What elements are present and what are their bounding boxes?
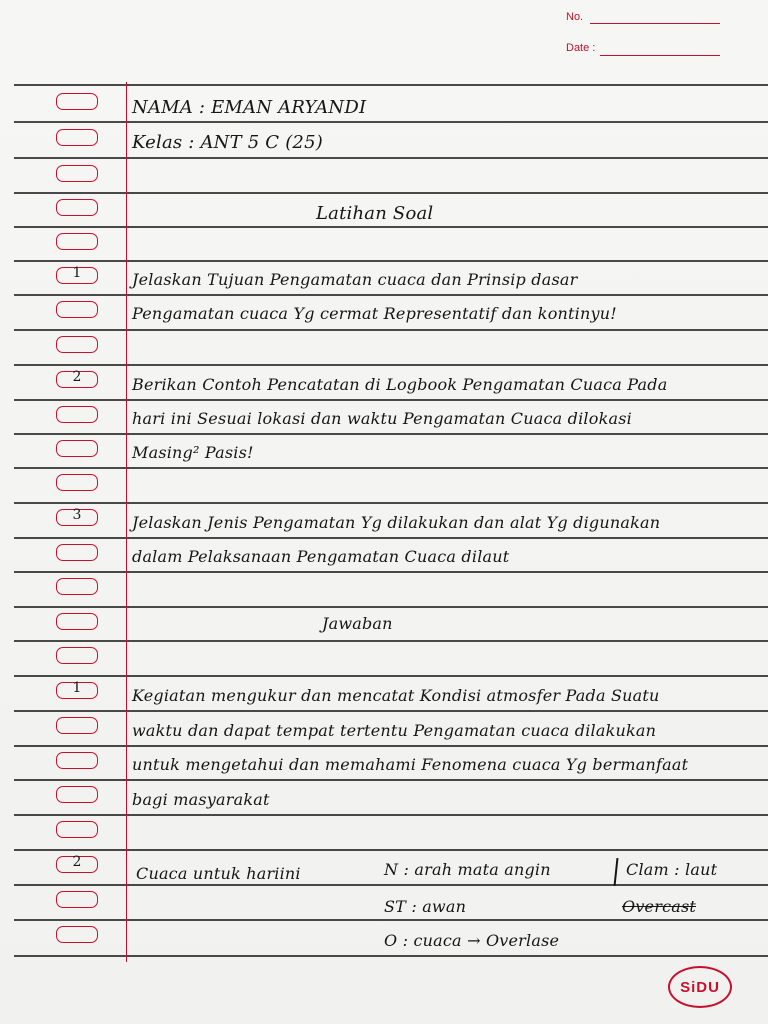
answer-1-line-1: Kegiatan mengukur dan mencatat Kondisi atmosfer Pada Suatu bbox=[132, 686, 660, 705]
question-2-line-1: Berikan Contoh Pencatatan di Logbook Pengamatan Cuaca Pada bbox=[132, 375, 668, 394]
student-name: NAMA : EMAN ARYANDI bbox=[132, 97, 367, 118]
answer-2-o-line: O : cuaca → Overlase bbox=[384, 931, 560, 950]
question-3-line-1: Jelaskan Jenis Pengamatan Yg dilakukan dan alat Yg digunakan bbox=[132, 513, 661, 532]
answer-1-number: 1 bbox=[72, 680, 82, 696]
answer-2-intro: Cuaca untuk hariini bbox=[136, 864, 301, 883]
question-2-number: 2 bbox=[72, 369, 82, 385]
question-1-number: 1 bbox=[72, 265, 82, 281]
answer-1-line-2: waktu dan dapat tempat tertentu Pengamatan cuaca dilakukan bbox=[132, 721, 657, 740]
question-2-line-3: Masing² Pasis! bbox=[132, 443, 254, 462]
question-2-line-2: hari ini Sesuai lokasi dan waktu Pengamatan Cuaca dilokasi bbox=[132, 409, 632, 428]
question-3-number: 3 bbox=[72, 507, 82, 523]
answer-2-number: 2 bbox=[72, 854, 82, 870]
question-1-line-1: Jelaskan Tujuan Pengamatan cuaca dan Prinsip dasar bbox=[132, 270, 578, 289]
column-divider bbox=[614, 858, 619, 886]
answer-2-clam-line: Clam : laut bbox=[626, 860, 718, 879]
answer-1-line-4: bagi masyarakat bbox=[132, 790, 270, 809]
page-title: Latihan Soal bbox=[316, 203, 434, 224]
no-label: No. bbox=[566, 11, 584, 23]
answers-title: Jawaban bbox=[322, 614, 393, 633]
answer-1-line-3: untuk mengetahui dan memahami Fenomena cuaca Yg bermanfaat bbox=[132, 755, 689, 774]
question-3-line-2: dalam Pelaksanaan Pengamatan Cuaca dilaut bbox=[132, 547, 510, 566]
sidu-logo bbox=[668, 966, 732, 1008]
date-label: Date : bbox=[566, 42, 596, 54]
sidu-logo-text: SiDU bbox=[680, 978, 720, 996]
answer-2-st-line: ST : awan bbox=[384, 897, 467, 916]
answer-2-n-line: N : arah mata angin bbox=[384, 860, 551, 879]
student-class: Kelas : ANT 5 C (25) bbox=[132, 132, 323, 153]
question-1-line-2: Pengamatan cuaca Yg cermat Representatif dan kontinyu! bbox=[132, 304, 617, 323]
answer-2-struck-word: Overcast bbox=[622, 897, 697, 916]
